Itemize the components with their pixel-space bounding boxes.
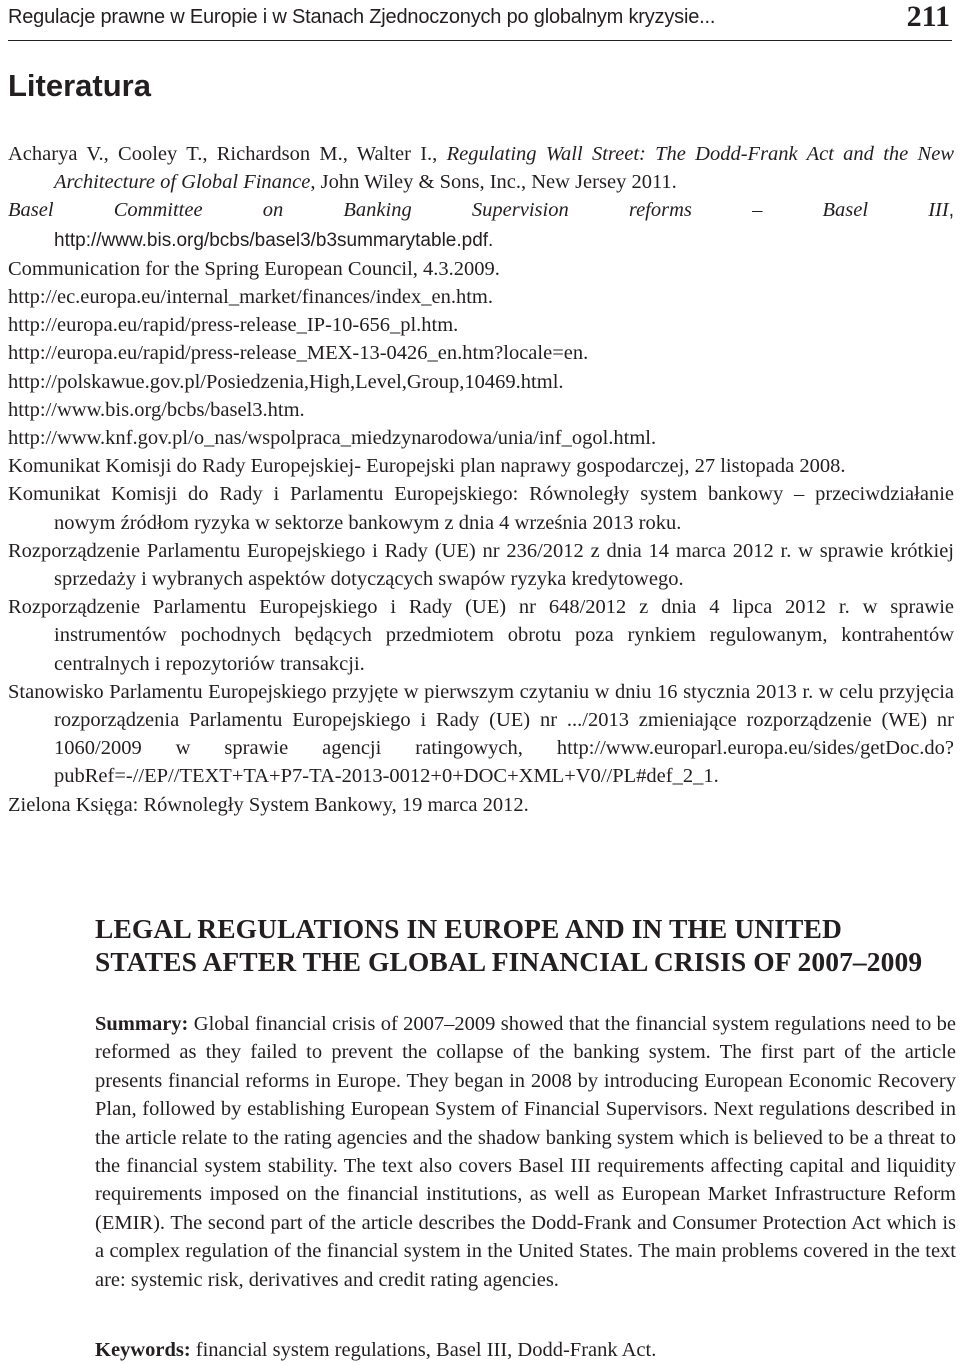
keywords-paragraph	[95, 1336, 956, 1364]
reference-item: http://www.knf.gov.pl/o_nas/wspolpraca_miedzynarodowa/unia/inf_ogol.html.	[8, 427, 657, 450]
summary-label: Summary:	[95, 1013, 189, 1035]
reference-item: Stanowisko Parlamentu Europejskiego przyjęte w pierwszym czytaniu w dniu 16 stycznia 2013 r. w celu przyjęcia rozporządzenia Parlamentu Europejskiego i Rady (UE) nr .../2013 zmieniające rozporządzenie (WE) nr 1060/2009 w sprawie agencji ratingowych, http://www.europarl.europa.eu/sides/getDoc.do?pubRef=-//EP//TEXT+TA+P7-TA-2013-0012+0+DOC+XML+V0//PL#def_2_1.	[8, 680, 954, 788]
reference-item: http://ec.europa.eu/internal_market/finances/index_en.htm.	[8, 286, 493, 309]
reference-item: Rozporządzenie Parlamentu Europejskiego i Rady (UE) nr 236/2012 z dnia 14 marca 2012 r. w sprawie krótkiej sprzedaży i wybranych aspektów dotyczących swapów ryzyka kredytowego.	[8, 539, 954, 591]
english-title-line-2: STATES AFTER THE GLOBAL FINANCIAL CRISIS OF 2007–2009	[95, 946, 923, 977]
reference-item: Acharya V., Cooley T., Richardson M., Walter I., Regulating Wall Street: The Dodd-Frank Act and the New Architecture of Global Finance, John Wiley & Sons, Inc., New Jersey 2011.	[8, 143, 954, 194]
page-number: 211	[906, 0, 950, 33]
keywords-label: Keywords:	[95, 1339, 191, 1361]
reference-item: Rozporządzenie Parlamentu Europejskiego i Rady (UE) nr 648/2012 z dnia 4 lipca 2012 r. w sprawie instrumentów pochodnych będących przedmiotem obrotu poza rynkiem regulowanym, kontrahentów centralnych i repozytoriów transakcji.	[8, 596, 954, 675]
running-title: Regulacje prawne w Europie i w Stanach Zjednoczonych po globalnym kryzysie...	[8, 6, 716, 28]
reference-item: Komunikat Komisji do Rady Europejskiej- Europejski plan naprawy gospodarczej, 27 listopada 2008.	[8, 455, 846, 478]
reference-item: Zielona Księga: Równoległy System Bankowy, 19 marca 2012.	[8, 793, 529, 816]
reference-list	[8, 140, 954, 819]
english-title-line-1: LEGAL REGULATIONS IN EUROPE AND IN THE UNITED	[95, 913, 842, 944]
reference-item: Komunikat Komisji do Rady i Parlamentu Europejskiego: Równoległy system bankowy – przeciwdziałanie nowym źródłom ryzyka w sektorze bankowym z dnia 4 września 2013 roku.	[8, 483, 954, 534]
reference-item: http://www.bis.org/bcbs/basel3.htm.	[8, 398, 305, 421]
reference-item: http://europa.eu/rapid/press-release_IP-10-656_pl.htm.	[8, 314, 459, 337]
reference-item: http://polskawue.gov.pl/Posiedzenia,High,Level,Group,10469.html.	[8, 370, 564, 393]
reference-item: http://europa.eu/rapid/press-release_MEX-13-0426_en.htm?locale=en.	[8, 342, 589, 365]
running-header	[8, 2, 952, 41]
summary-paragraph	[95, 1010, 956, 1294]
english-title	[95, 912, 955, 978]
summary-text: Global financial crisis of 2007–2009 showed that the financial system regulations need to be reformed as they failed to prevent the collapse of the banking system. The first part of the article presents financial reforms in Europe. They began in 2008 by introducing European Economic Recovery Plan, followed by establishing European System of Financial Supervisors. Next regulations described in the article relate to the rating agencies and the shadow banking system which is believed to be a threat to the financial system stability. The text also covers Basel III requirements affecting capital and liquidity requirements imposed on the financial institutions, as well as European Market Infrastructure Reform (EMIR). The second part of the article describes the Dodd-Frank and Consumer Protection Act which is a complex regulation of the financial system in the United States. The main problems covered in the text are: systemic risk, derivatives and credit rating agencies.	[95, 1013, 956, 1291]
reference-item: Basel Committee on Banking Supervision reforms – Basel III, http://www.bis.org/bcbs/basel3/b3summarytable.pdf.	[8, 199, 954, 251]
literature-heading: Literatura	[8, 68, 151, 103]
keywords-text: financial system regulations, Basel III, Dodd-Frank Act.	[190, 1339, 657, 1361]
reference-item: Communication for the Spring European Council, 4.3.2009.	[8, 257, 500, 280]
